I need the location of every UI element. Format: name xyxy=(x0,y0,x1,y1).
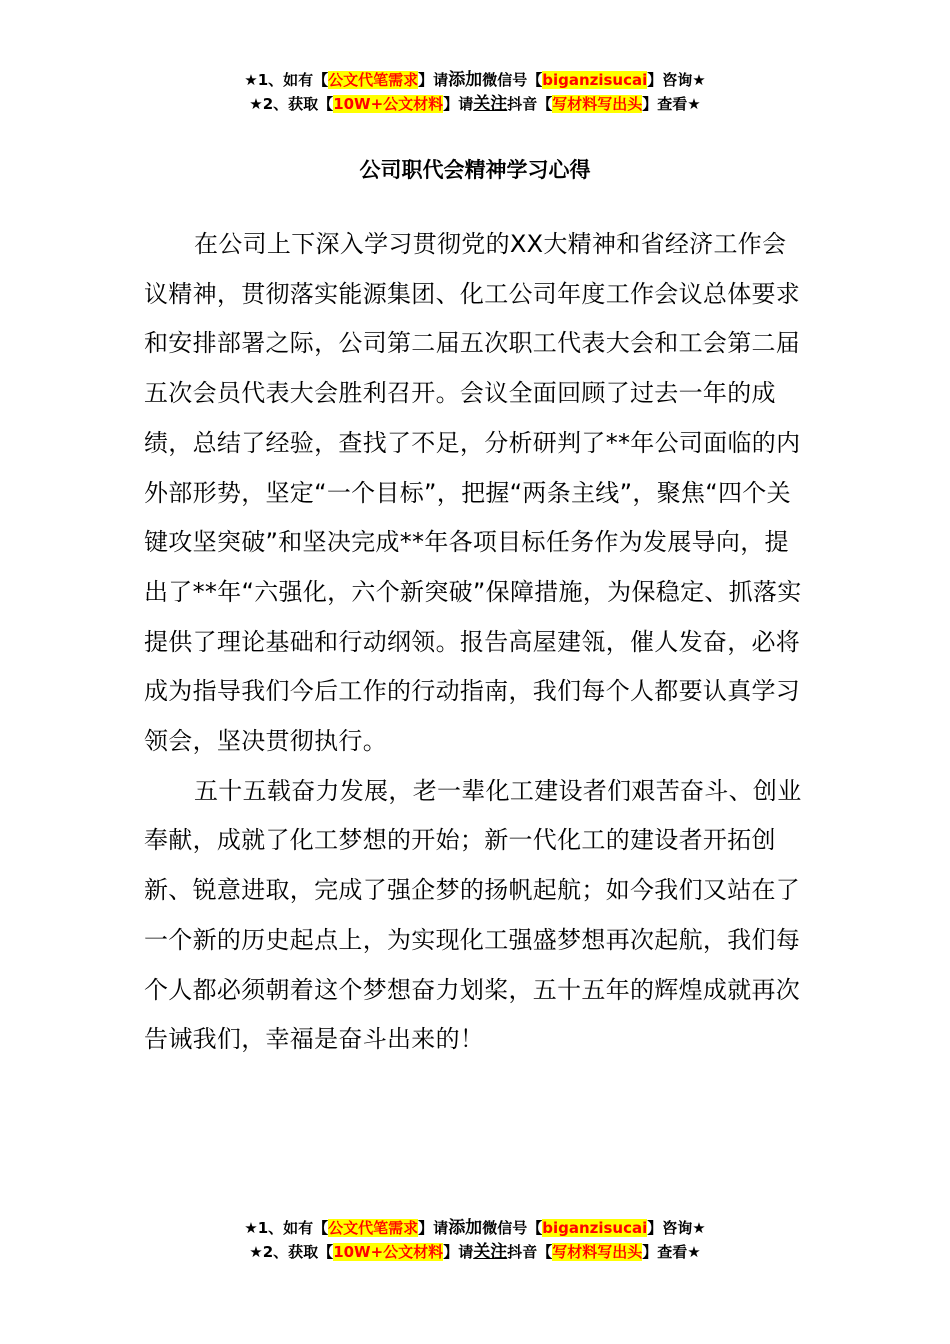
banner-highlight-materials: 10W+公文材料 xyxy=(333,95,444,113)
banner-line-1: ★1、如有【公文代笔需求】请添加微信号【biganzisucai】咨询★ xyxy=(244,1218,706,1238)
document-title: 公司职代会精神学习心得 xyxy=(359,158,591,182)
document-body xyxy=(144,220,808,1065)
banner-highlight-wechat: biganzisucai xyxy=(542,1219,648,1237)
header-banner xyxy=(0,68,950,116)
paragraph-1: 在公司上下深入学习贯彻党的XX大精神和省经济工作会议精神，贯彻落实能源集团、化工公司年度工作会议总体要求和安排部署之际，公司第二届五次职工代表大会和工会第二届五次会员代表大会胜利召开。会议全面回顾了过去一年的成绩，总结了经验，查找了不足，分析研判了**年公司面临的内外部形势，坚定“一个目标”，把握“两条主线”，聚焦“四个关键攻坚突破”和坚决完成**年各项目标任务作为发展导向，提出了**年“六强化，六个新突破”保障措施，为保稳定、抓落实提供了理论基础和行动纲领。报告高屋建瓴，催人发奋，必将成为指导我们今后工作的行动指南，我们每个人都要认真学习领会，坚决贯彻执行。 xyxy=(144,230,802,756)
footer-banner xyxy=(0,1216,950,1264)
banner-highlight-materials: 10W+公文材料 xyxy=(333,1243,444,1261)
banner-highlight-douyin: 写材料写出头 xyxy=(552,1243,643,1261)
banner-highlight-service: 公文代笔需求 xyxy=(328,71,419,89)
banner-highlight-wechat: biganzisucai xyxy=(542,71,648,89)
banner-highlight-douyin: 写材料写出头 xyxy=(552,95,643,113)
paragraph-2: 五十五载奋力发展，老一辈化工建设者们艰苦奋斗、创业奉献，成就了化工梦想的开始；新一代化工的建设者开拓创新、锐意进取，完成了强企梦的扬帆起航；如今我们又站在了一个新的历史起点上，为实现化工强盛梦想再次起航，我们每个人都必须朝着这个梦想奋力划桨，五十五年的辉煌成就再次告诫我们，幸福是奋斗出来的！ xyxy=(144,776,802,1054)
banner-line-1: ★1、如有【公文代笔需求】请添加微信号【biganzisucai】咨询★ xyxy=(244,70,706,90)
banner-highlight-service: 公文代笔需求 xyxy=(328,1219,419,1237)
banner-line-2: ★2、获取【10W+公文材料】请关注抖音【写材料写出头】查看★ xyxy=(249,94,701,114)
banner-line-2: ★2、获取【10W+公文材料】请关注抖音【写材料写出头】查看★ xyxy=(249,1242,701,1262)
